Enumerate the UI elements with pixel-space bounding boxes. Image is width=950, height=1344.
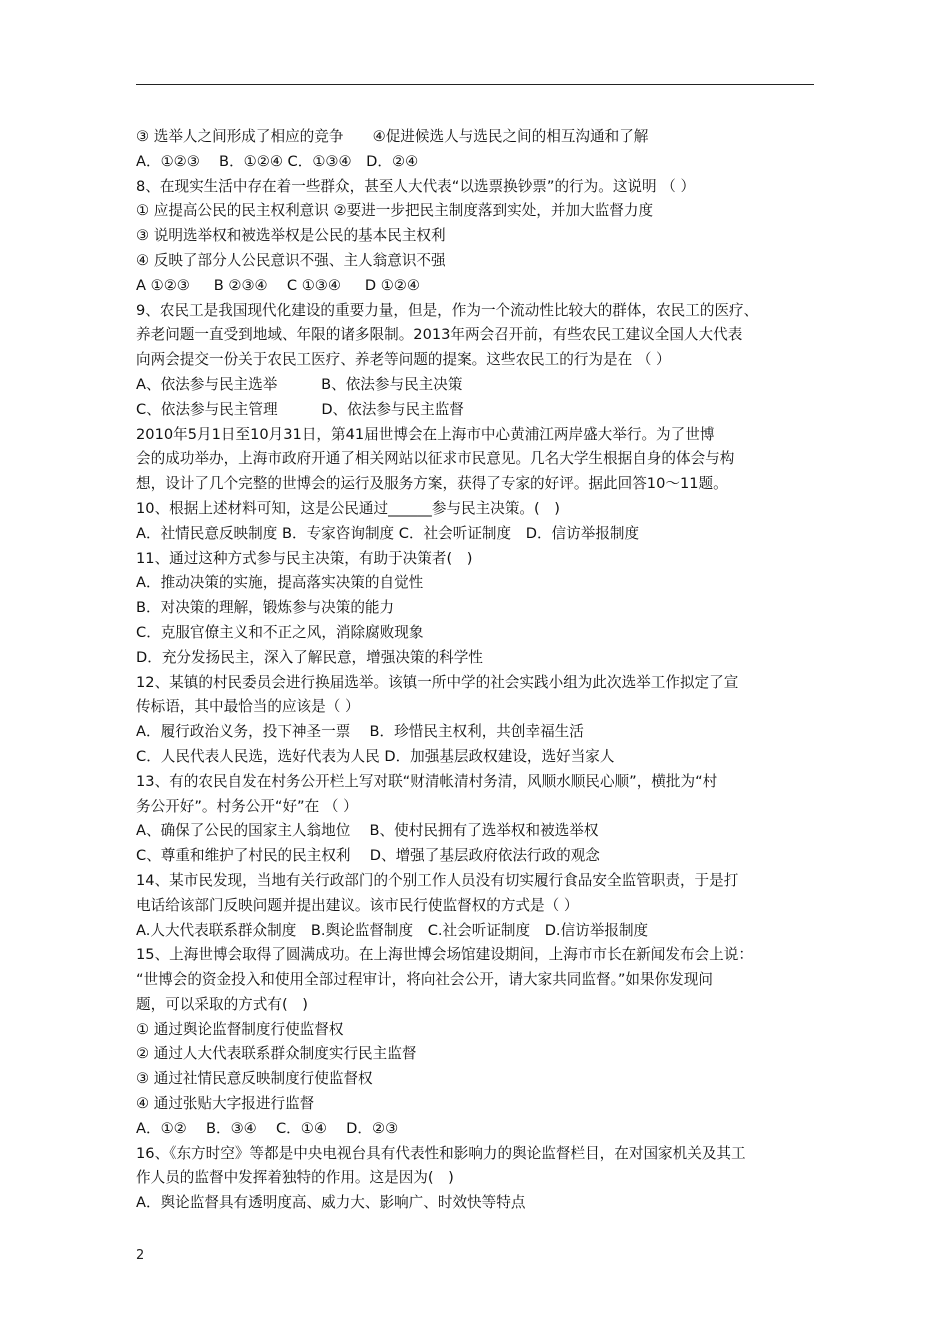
text-line: ④ 通过张贴大字报进行监督 <box>136 1095 315 1113</box>
header-rule <box>136 84 814 85</box>
text-line: 想，设计了几个完整的世博会的运行及服务方案，获得了专家的好评。据此回答10～11题。 <box>136 475 728 493</box>
text-line: ③ 通过社情民意反映制度行使监督权 <box>136 1070 373 1088</box>
text-line: A．①② B．③④ C．①④ D．②③ <box>136 1119 399 1137</box>
page-number: 2 <box>136 1248 145 1263</box>
text-line: ③ 说明选举权和被选举权是公民的基本民主权利 <box>136 227 446 245</box>
text-line: C．人民代表人民选，选好代表为人民 D．加强基层政权建设，选好当家人 <box>136 747 615 765</box>
text-line: A、确保了公民的国家主人翁地位 B、使村民拥有了选举权和被选举权 <box>136 822 599 840</box>
text-line: “世博会的资金投入和使用全部过程审计，将向社会公开，请大家共同监督。”如果你发现问 <box>136 971 713 989</box>
text-line: ① 应提高公民的民主权利意识 ②要进一步把民主制度落到实处，并加大监督力度 <box>136 202 654 220</box>
text-line: 电话给该部门反映问题并提出建议。该市民行使监督权的方式是（ ） <box>136 896 579 914</box>
text-line: 10、根据上述材料可知，这是公民通过______参与民主决策。( ) <box>136 499 560 517</box>
text-line: C、尊重和维护了村民的民主权利 D、增强了基层政府依法行政的观念 <box>136 847 600 865</box>
text-line: ① 通过舆论监督制度行使监督权 <box>136 1020 344 1038</box>
text-line: 2010年5月1日至10月31日，第41届世博会在上海市中心黄浦江两岸盛大举行。为了世博 <box>136 425 715 443</box>
text-line: B．对决策的理解，锻炼参与决策的能力 <box>136 599 395 617</box>
text-line: 务公开好”。村务公开“好”在 （ ） <box>136 797 358 815</box>
text-line: 题，可以采取的方式有( ) <box>136 995 308 1013</box>
text-line: 8、在现实生活中存在着一些群众，甚至人大代表“以选票换钞票”的行为。这说明 （ ） <box>136 177 696 195</box>
text-line: 11、通过这种方式参与民主决策，有助于决策者( ) <box>136 549 473 567</box>
text-line: 14、某市民发现，当地有关行政部门的个别工作人员没有切实履行食品安全监管职责，于是打 <box>136 871 739 889</box>
text-line: A．①②③ B．①②④ C．①③④ D．②④ <box>136 152 419 170</box>
text-line: A.人大代表联系群众制度 B.舆论监督制度 C.社会听证制度 D.信访举报制度 <box>136 921 649 939</box>
text-line: 作人员的监督中发挥着独特的作用。这是因为( ) <box>136 1169 454 1187</box>
text-line: D．充分发扬民主，深入了解民意，增强决策的科学性 <box>136 648 483 666</box>
text-line: 13、有的农民自发在村务公开栏上写对联“财清帐清村务清，风顺水顺民心顺”，横批为“村 <box>136 772 718 790</box>
text-line: ④ 反映了部分人公民意识不强、主人翁意识不强 <box>136 251 446 269</box>
text-line: ② 通过人大代表联系群众制度实行民主监督 <box>136 1045 417 1063</box>
text-line: 15、上海世博会取得了圆满成功。在上海世博会场馆建设期间，上海市市长在新闻发布会上说： <box>136 946 753 964</box>
text-line: 16、《东方时空》等都是中央电视台具有代表性和影响力的舆论监督栏目，在对国家机关及其工 <box>136 1144 746 1162</box>
text-line: C．克服官僚主义和不正之风，消除腐败现象 <box>136 623 424 641</box>
text-line: A．舆论监督具有透明度高、威力大、影响广、时效快等特点 <box>136 1194 526 1212</box>
text-line: ③ 选举人之间形成了相应的竞争 ④促进候选人与选民之间的相互沟通和了解 <box>136 128 649 145</box>
text-line: 12、某镇的村民委员会进行换届选举。该镇一所中学的社会实践小组为此次选举工作拟定了宣 <box>136 673 739 691</box>
text-line: A．履行政治义务，投下神圣一票 B．珍惜民主权利，共创幸福生活 <box>136 723 584 741</box>
text-line: 9、农民工是我国现代化建设的重要力量，但是，作为一个流动性比较大的群体，农民工的医疗、 <box>136 301 759 319</box>
text-line: A、依法参与民主选举 B、依法参与民主决策 <box>136 375 463 393</box>
text-line: A．社情民意反映制度 B．专家咨询制度 C．社会听证制度 D．信访举报制度 <box>136 524 640 542</box>
text-line: 传标语，其中最恰当的应该是（ ） <box>136 698 360 716</box>
text-line: 会的成功举办，上海市政府开通了相关网站以征求市民意见。几名大学生根据自身的体会与构 <box>136 450 735 468</box>
text-line: A．推动决策的实施，提高落实决策的自觉性 <box>136 574 424 592</box>
text-line: 向两会提交一份关于农民工医疗、养老等问题的提案。这些农民工的行为是在 （ ） <box>136 351 671 369</box>
text-line: 养老问题一直受到地域、年限的诸多限制。2013年两会召开前，有些农民工建议全国人大代表 <box>136 326 743 344</box>
text-line: A ①②③ B ②③④ C ①③④ D ①②④ <box>136 276 420 294</box>
text-line: C、依法参与民主管理 D、依法参与民主监督 <box>136 400 464 418</box>
document-body <box>136 125 816 1216</box>
